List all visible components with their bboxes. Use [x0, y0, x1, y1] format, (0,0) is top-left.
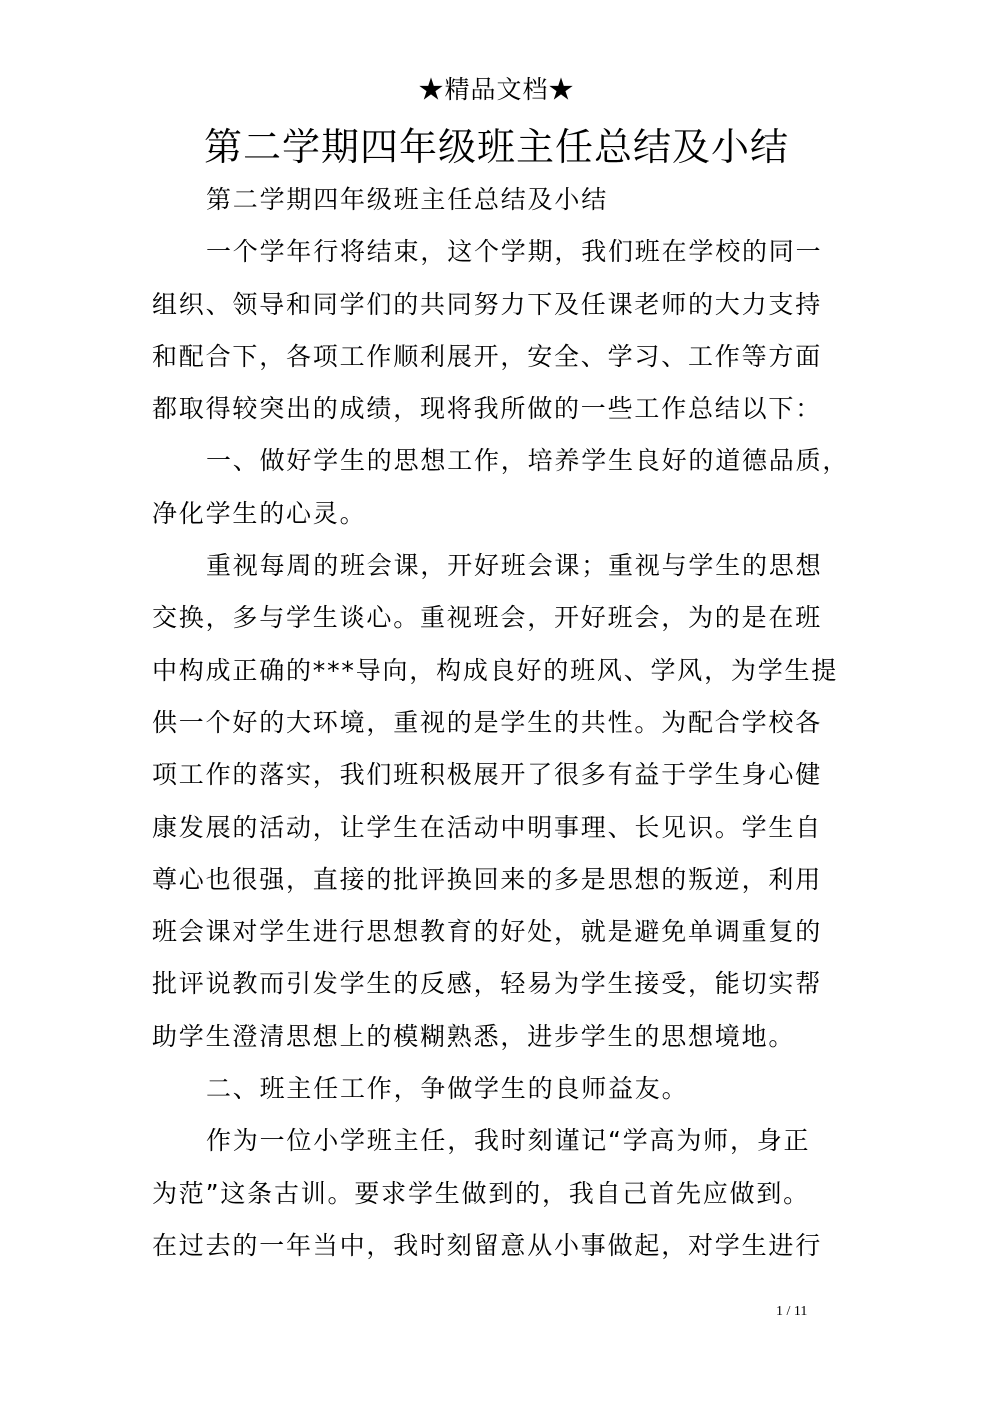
text-line: 一个学年行将结束，这个学期，我们班在学校的同一 — [206, 237, 823, 267]
text-line: 和配合下，各项工作顺利展开，安全、学习、工作等方面 — [152, 341, 823, 371]
text-line: 重视每周的班会课，开好班会课；重视与学生的思想 — [206, 551, 823, 581]
text-line: 供一个好的大环境，重视的是学生的共性。为配合学校各 — [152, 707, 823, 737]
text-line: 二、班主任工作，争做学生的良师益友。 — [206, 1074, 689, 1104]
text-line: 批评说教而引发学生的反感，轻易为学生接受，能切实帮 — [152, 969, 823, 999]
text-line: 康发展的活动，让学生在活动中明事理、长见识。学生自 — [152, 812, 823, 842]
text-line: 净化学生的心灵。 — [152, 498, 367, 528]
text-line: 一、做好学生的思想工作，培养学生良好的道德品质， — [206, 446, 850, 476]
document-body — [152, 174, 850, 1272]
text-line: 都取得较突出的成绩，现将我所做的一些工作总结以下： — [152, 394, 823, 424]
text-line: 作为一位小学班主任，我时刻谨记“学高为师，身正 — [206, 1126, 811, 1156]
document-title: 第二学期四年级班主任总结及小结 — [203, 125, 789, 169]
text-line: 班会课对学生进行思想教育的好处，就是避免单调重复的 — [152, 917, 823, 947]
text-line: 项工作的落实，我们班积极展开了很多有益于学生身心健 — [152, 760, 823, 790]
text-line: 尊心也很强，直接的批评换回来的多是思想的叛逆，利用 — [152, 864, 823, 894]
text-line: 在过去的一年当中，我时刻留意从小事做起，对学生进行 — [152, 1230, 823, 1260]
page-number: 1 / 11 — [776, 1304, 808, 1319]
text-line: 第二学期四年级班主任总结及小结 — [206, 185, 609, 214]
header-quality-mark: ★精品文档★ — [418, 75, 575, 104]
text-line: 助学生澄清思想上的模糊熟悉，进步学生的思想境地。 — [152, 1021, 796, 1051]
text-line: 交换，多与学生谈心。重视班会，开好班会，为的是在班 — [152, 603, 823, 633]
text-line: 组织、领导和同学们的共同努力下及任课老师的大力支持 — [152, 289, 823, 319]
text-line: 为范”这条古训。要求学生做到的，我自己首先应做到。 — [152, 1178, 810, 1208]
text-line: 中构成正确的***导向，构成良好的班风、学风，为学生提 — [152, 655, 839, 685]
